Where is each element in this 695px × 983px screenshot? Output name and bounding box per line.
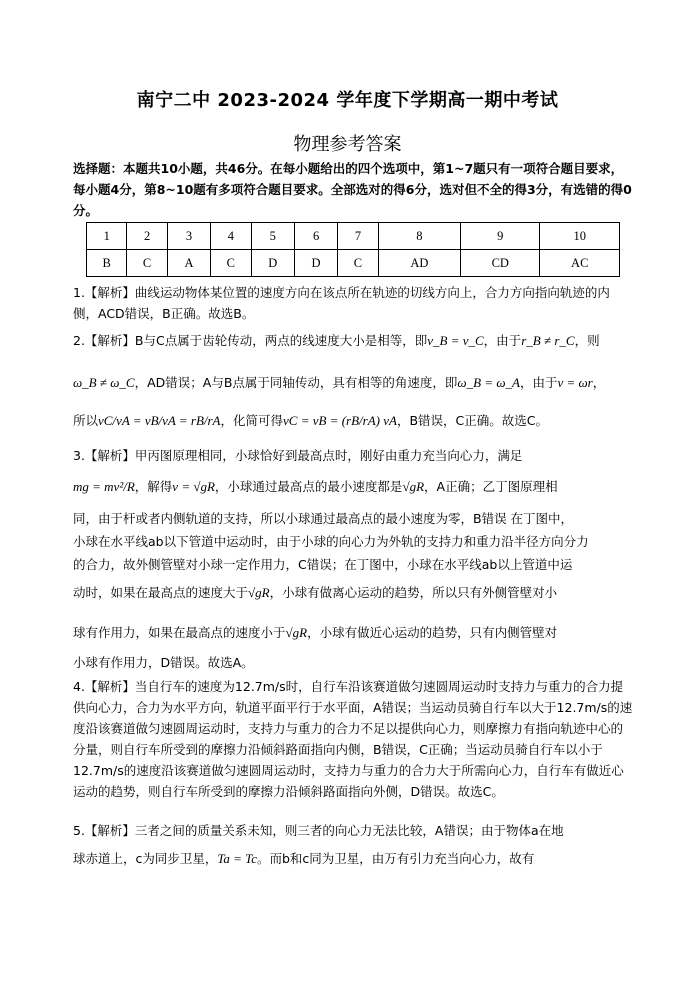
formula: ω_B ≠ ω_C bbox=[73, 375, 135, 390]
table-cell: CD bbox=[461, 250, 540, 277]
table-cell: 2 bbox=[127, 223, 167, 250]
answer-3-line: 同，由于杆或者内侧轨道的支持，所以小球通过最高点的最小速度为零，B错误 在丁图中， bbox=[73, 511, 574, 526]
text: ，小球有做近心运动的趋势，只有内侧管壁对 bbox=[307, 625, 558, 640]
answer-3-line: 小球有作用力，D错误。故选A。 bbox=[73, 655, 254, 670]
formula: v_B = v_C bbox=[427, 333, 484, 348]
text: ，解得 bbox=[134, 479, 173, 494]
text: 所以 bbox=[73, 413, 99, 428]
text: 动时，如果在最高点的速度大于 bbox=[73, 585, 249, 600]
table-cell: 5 bbox=[251, 223, 294, 250]
text: 2.【解析】B与C点属于齿轮传动，两点的线速度大小是相等，即 bbox=[73, 333, 428, 348]
answer-1-paragraph: 1.【解析】曲线运动物体某位置的速度方向在该点所在轨迹的切线方向上，合力方向指向轨迹的内侧，ACD错误，B正确。故选B。 bbox=[73, 285, 610, 321]
table-cell: 9 bbox=[461, 223, 540, 250]
table-cell: 3 bbox=[167, 223, 210, 250]
answer-5-line: 5.【解析】三者之间的质量关系未知，则三者的向心力无法比较，A错误；由于物体a在地 bbox=[73, 823, 564, 838]
formula: Ta = Tc bbox=[217, 851, 257, 866]
text: 。而b和c同为卫星，由万有引力充当向心力，故有 bbox=[257, 851, 535, 866]
formula: ω_B = ω_A bbox=[457, 375, 520, 390]
answer-3-line: 3.【解析】甲丙图原理相同，小球恰好到最高点时，刚好由重力充当向心力，满足 bbox=[73, 448, 523, 463]
table-cell: B bbox=[87, 250, 127, 277]
text: ，B错误，C正确。故选C。 bbox=[396, 413, 548, 428]
text: ，A正确；乙丁图原理相 bbox=[424, 479, 558, 494]
text: ，由于 bbox=[483, 333, 522, 348]
table-cell: D bbox=[294, 250, 337, 277]
answer-table bbox=[86, 222, 620, 277]
table-cell: 4 bbox=[211, 223, 251, 250]
table-cell: 7 bbox=[338, 223, 378, 250]
text: ，小球通过最高点的最小速度都是 bbox=[214, 479, 403, 494]
text: 球有作用力，如果在最高点的速度小于 bbox=[73, 625, 286, 640]
formula: v = ωr bbox=[557, 375, 593, 390]
table-cell: C bbox=[338, 250, 378, 277]
answer-3-line bbox=[73, 622, 633, 643]
page-title: 南宁二中 2023-2024 学年度下学期高一期中考试 bbox=[136, 90, 559, 111]
intro-paragraph: 选择题：本题共10小题，共46分。在每小题给出的四个选项中，第1~7题只有一项符合题目要求，每小题4分，第8~10题有多项符合题目要求。全部选对的得6分，选对但不全的得3分，有选错的得0分。 bbox=[73, 161, 632, 218]
table-cell: A bbox=[167, 250, 210, 277]
formula: r_B ≠ r_C bbox=[521, 333, 575, 348]
answer-2-line bbox=[73, 330, 633, 351]
formula: v = √gR bbox=[172, 479, 215, 494]
table-cell: D bbox=[251, 250, 294, 277]
answer-3-line: 的合力，故外侧管壁对小球一定作用力，C错误；在丁图中，小球在水平线ab以上管道中运 bbox=[73, 557, 573, 572]
text: ，AD错误；A与B点属于同轴传动，具有相等的角速度，即 bbox=[134, 375, 458, 390]
table-cell: 10 bbox=[540, 223, 620, 250]
formula: vC = vB = (rB/rA) vA bbox=[283, 413, 397, 428]
table-cell: 8 bbox=[378, 223, 460, 250]
answer-3-line: 小球在水平线ab以下管道中运动时，由于小球的向心力为外轨的支持力和重力沿半径方向分力 bbox=[73, 534, 589, 549]
answer-2-line bbox=[73, 410, 633, 431]
page-subtitle: 物理参考答案 bbox=[293, 134, 402, 155]
answer-table-number-row bbox=[87, 223, 620, 250]
table-cell: AC bbox=[540, 250, 620, 277]
answer-3-line bbox=[73, 582, 633, 603]
text: 球赤道上，c为同步卫星， bbox=[73, 851, 218, 866]
answer-2-line bbox=[73, 372, 633, 393]
formula: √gR bbox=[402, 479, 425, 494]
table-cell: 1 bbox=[87, 223, 127, 250]
formula: √gR bbox=[285, 625, 308, 640]
text: ， bbox=[592, 375, 606, 390]
table-cell: 6 bbox=[294, 223, 337, 250]
answer-table-answer-row bbox=[87, 250, 620, 277]
answer-3-line bbox=[73, 476, 633, 497]
formula: √gR bbox=[248, 585, 270, 600]
table-cell: AD bbox=[378, 250, 460, 277]
formula: mg = mv²/R bbox=[73, 479, 135, 494]
text: ，化简可得 bbox=[220, 413, 284, 428]
formula: vC/vA = vB/vA = rB/rA bbox=[98, 413, 221, 428]
table-cell: C bbox=[211, 250, 251, 277]
answer-5-line bbox=[73, 848, 633, 869]
answer-4-paragraph: 4.【解析】当自行车的速度为12.7m/s时，自行车沿该赛道做匀速圆周运动时支持力与重力的合力提供向心力，合力为水平方向，轨道平面平行于水平面，A错误；当运动员骑自行车以大于12.7m/s的速度沿该赛道做匀速圆周运动时，支持力与重力的合力不足以提供向心力，则摩擦力有指向轨迹中心的分量，则自行车所受到的摩擦力沿倾斜路面指向内侧，B错误，C正确；当运动员骑自行车以小于12.7m/s的速度沿该赛道做匀速圆周运动时，支持力与重力的合力大于所需向心力，自行车有做近心运动的趋势，则自行车所受到的摩擦力沿倾斜路面指向外侧，D错误。故选C。 bbox=[73, 679, 633, 799]
text: ，由于 bbox=[519, 375, 558, 390]
table-cell: C bbox=[127, 250, 167, 277]
text: ，小球有做离心运动的趋势，所以只有外侧管壁对小 bbox=[269, 585, 558, 600]
text: ，则 bbox=[574, 333, 600, 348]
